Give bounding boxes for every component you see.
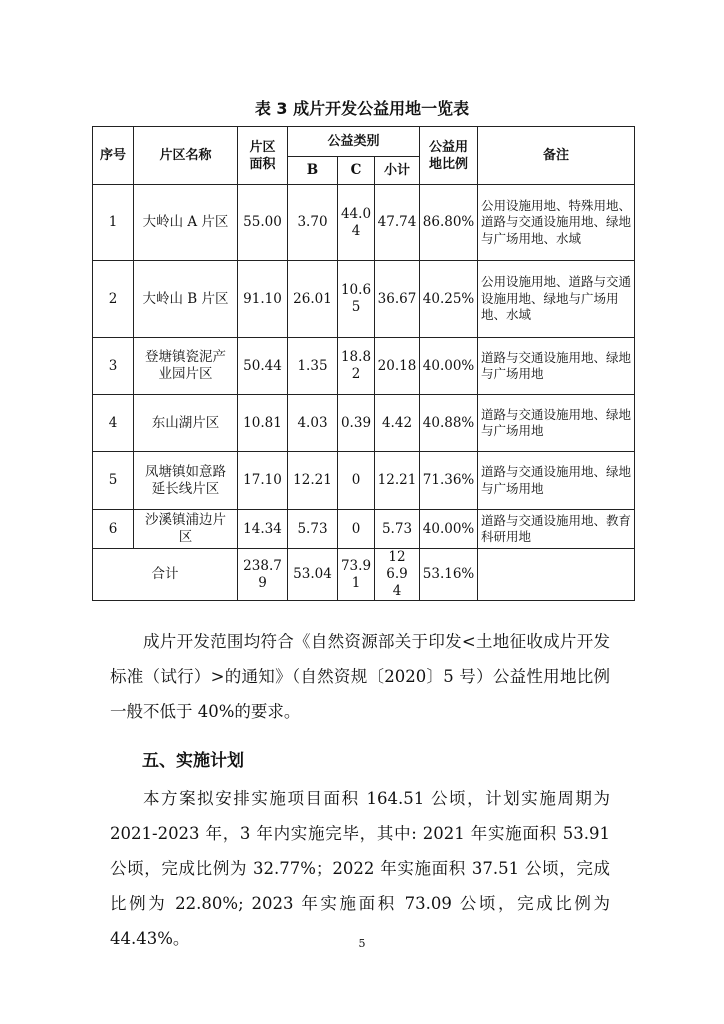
total-b: 53.04	[288, 549, 338, 601]
paragraph-compliance: 成片开发范围均符合《自然资源部关于印发<土地征收成片开发标准（试行）>的通知》（自然资规〔2020〕5 号）公益性用地比例一般不低于 40%的要求。	[110, 632, 610, 721]
total-c: 73.91	[338, 549, 375, 601]
cell-ratio: 40.00%	[420, 338, 478, 395]
cell-name: 大岭山 A 片区	[134, 185, 238, 261]
cell-b: 5.73	[288, 510, 338, 549]
cell-area: 50.44	[238, 338, 288, 395]
cell-ratio: 71.36%	[420, 452, 478, 510]
cell-c: 0	[338, 510, 375, 549]
cell-seq: 6	[93, 510, 134, 549]
section-heading: 五、实施计划	[142, 751, 244, 771]
table-row	[93, 338, 635, 395]
cell-ratio: 40.25%	[420, 261, 478, 338]
cell-note: 道路与交通设施用地、教育科研用地	[478, 510, 635, 549]
cell-area: 91.10	[238, 261, 288, 338]
table-row	[93, 452, 635, 510]
cell-note: 道路与交通设施用地、绿地与广场用地	[478, 452, 635, 510]
cell-name: 登塘镇瓷泥产业园片区	[134, 338, 238, 395]
public-land-table	[92, 126, 635, 601]
cell-subtotal: 5.73	[375, 510, 420, 549]
header-b: B	[288, 157, 338, 185]
cell-b: 3.70	[288, 185, 338, 261]
header-seq: 序号	[93, 127, 134, 185]
table-row	[93, 395, 635, 452]
cell-name: 东山湖片区	[134, 395, 238, 452]
cell-subtotal: 12.21	[375, 452, 420, 510]
total-area: 238.79	[238, 549, 288, 601]
table-header-row	[93, 127, 635, 157]
cell-note: 公用设施用地、道路与交通设施用地、绿地与广场用地、水域	[478, 261, 635, 338]
cell-note: 公用设施用地、特殊用地、道路与交通设施用地、绿地与广场用地、水域	[478, 185, 635, 261]
total-note	[478, 549, 635, 601]
page-number: 5	[358, 937, 366, 950]
header-area: 片区面积	[238, 127, 288, 185]
cell-c: 10.65	[338, 261, 375, 338]
total-subtotal: 126.94	[375, 549, 420, 601]
cell-area: 10.81	[238, 395, 288, 452]
header-c: C	[338, 157, 375, 185]
cell-b: 4.03	[288, 395, 338, 452]
cell-b: 1.35	[288, 338, 338, 395]
header-subtotal: 小计	[375, 157, 420, 185]
paragraph-plan: 本方案拟安排实施项目面积 164.51 公顷，计划实施周期为 2021-2023 年，3 年内实施完毕，其中: 2021 年实施面积 53.91 公顷，完成比例为 32.77%；2022 年实施面积 37.51 公顷，完成比例为 22.80%; 2023 年实施面积 73.09 公顷，完成比例为 44.43%。	[110, 789, 610, 948]
total-ratio: 53.16%	[420, 549, 478, 601]
table-row	[93, 185, 635, 261]
cell-c: 0.39	[338, 395, 375, 452]
cell-b: 12.21	[288, 452, 338, 510]
header-note: 备注	[478, 127, 635, 185]
header-category: 公益类别	[288, 127, 420, 157]
cell-subtotal: 4.42	[375, 395, 420, 452]
table-title: 表 3 成片开发公益用地一览表	[254, 99, 470, 118]
table-row	[93, 510, 635, 549]
cell-seq: 4	[93, 395, 134, 452]
cell-ratio: 40.00%	[420, 510, 478, 549]
cell-area: 17.10	[238, 452, 288, 510]
header-ratio: 公益用地比例	[420, 127, 478, 185]
cell-b: 26.01	[288, 261, 338, 338]
cell-subtotal: 47.74	[375, 185, 420, 261]
cell-note: 道路与交通设施用地、绿地与广场用地	[478, 338, 635, 395]
total-label: 合计	[93, 549, 238, 601]
cell-seq: 1	[93, 185, 134, 261]
cell-area: 55.00	[238, 185, 288, 261]
cell-c: 18.82	[338, 338, 375, 395]
cell-ratio: 86.80%	[420, 185, 478, 261]
cell-name: 大岭山 B 片区	[134, 261, 238, 338]
cell-area: 14.34	[238, 510, 288, 549]
cell-c: 44.04	[338, 185, 375, 261]
table-row	[93, 261, 635, 338]
cell-c: 0	[338, 452, 375, 510]
cell-subtotal: 36.67	[375, 261, 420, 338]
cell-seq: 3	[93, 338, 134, 395]
cell-ratio: 40.88%	[420, 395, 478, 452]
table-total-row	[93, 549, 635, 601]
cell-note: 道路与交通设施用地、绿地与广场用地	[478, 395, 635, 452]
cell-seq: 5	[93, 452, 134, 510]
cell-seq: 2	[93, 261, 134, 338]
cell-name: 凤塘镇如意路延长线片区	[134, 452, 238, 510]
cell-name: 沙溪镇浦边片区	[134, 510, 238, 549]
cell-subtotal: 20.18	[375, 338, 420, 395]
header-name: 片区名称	[134, 127, 238, 185]
